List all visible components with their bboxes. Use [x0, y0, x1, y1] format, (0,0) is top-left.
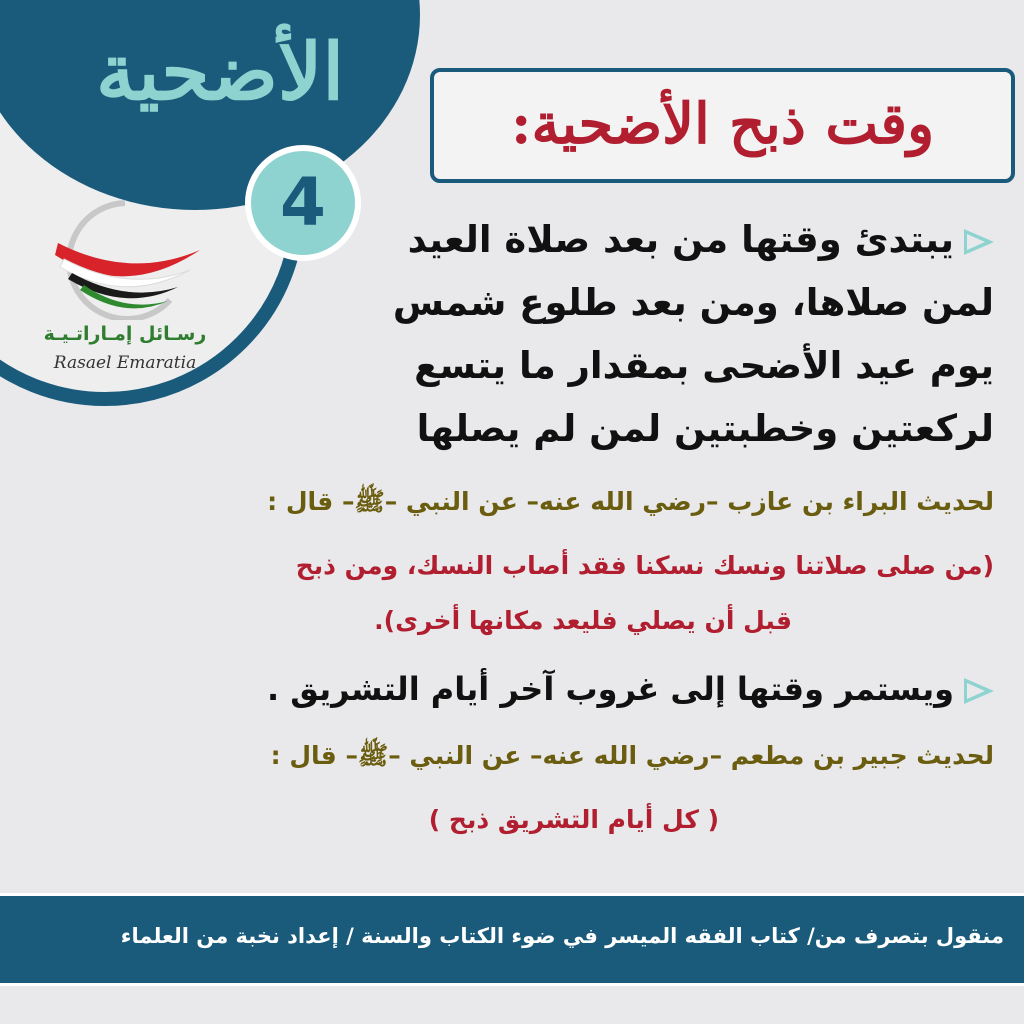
logo-name-arabic: رسـائل إمـاراتـيـة	[43, 323, 207, 345]
source-credit: منقول بتصرف من/ كتاب الفقه الميسر في ضوء الكتاب والسنة / إعداد نخبة من العلماء	[120, 924, 1004, 948]
brand-logo	[20, 195, 230, 385]
logo-emblem-icon	[50, 195, 200, 320]
footer-band	[0, 893, 1024, 986]
bullet-arrow-icon	[964, 229, 994, 255]
hadith-1-quote-line-2: قبل أن يصلي فليعد مكانها أخرى).	[374, 606, 792, 635]
point-1	[354, 208, 994, 460]
point-1-line-text: يبتدئ وقتها من بعد صلاة العيد	[407, 218, 954, 261]
part-number-badge: 4	[245, 145, 361, 261]
logo-name-english: Rasael Emaratia	[53, 353, 197, 373]
section-heading: وقت ذبح الأضحية:	[510, 91, 935, 157]
bullet-arrow-icon	[964, 678, 994, 704]
point-1-line: لركعتين وخطبتين لمن لم يصلها	[416, 407, 994, 450]
hadith-1-quote-line-1: (من صلى صلاتنا ونسك نسكنا فقد أصاب النسك، ومن ذبح	[295, 551, 994, 580]
heading-box	[430, 68, 1015, 183]
hadith-1-intro: لحديث البراء بن عازب –رضي الله عنه– عن النبي –ﷺ– قال :	[267, 487, 994, 516]
main-title: الأضحية	[95, 27, 345, 118]
point-1-line: يوم عيد الأضحى بمقدار ما يتسع	[414, 344, 994, 387]
point-2-text: ويستمر وقتها إلى غروب آخر أيام التشريق .	[266, 670, 954, 708]
point-1-line: لمن صلاها، ومن بعد طلوع شمس	[392, 281, 994, 324]
point-2	[267, 670, 994, 708]
hadith-2-quote: ( كل أيام التشريق ذبح )	[428, 805, 719, 834]
point-1-line	[354, 208, 994, 271]
hadith-2-intro: لحديث جبير بن مطعم –رضي الله عنه– عن النبي –ﷺ– قال :	[270, 741, 994, 770]
